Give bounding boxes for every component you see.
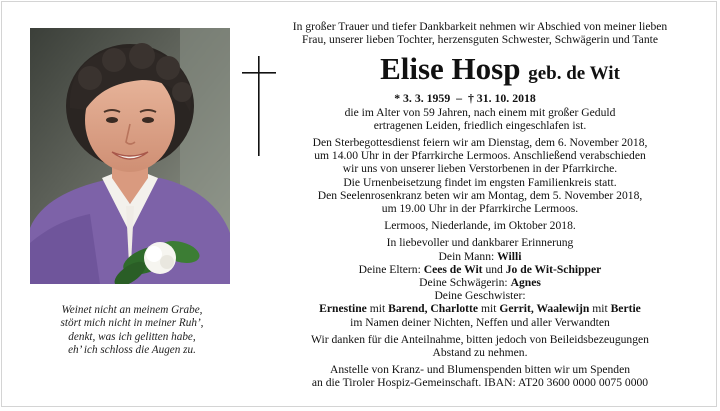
age-line: die im Alter von 59 Jahren, nach einem mit großer Geduld [344,105,616,119]
parent-name: Jo de Wit-Schipper [505,262,602,276]
sibling-with: mit [480,302,497,316]
parents-and: und [485,262,503,276]
siblings-label: Deine Geschwister: [434,289,526,303]
sibling-name: Ernestine [319,302,367,316]
intro-text [252,20,708,46]
death-date: † 31. 10. 2018 [467,91,536,106]
poem-line: denkt, was ich gelitten habe, [68,330,196,343]
life-dates [222,92,708,105]
donation-line: Anstelle von Kranz- und Blumenspenden bitten wir um Spenden [329,363,631,377]
service-line: um 14.00 Uhr in der Pfarrkirche Lermoos. Anschließend verabschieden [314,149,646,163]
age-line: ertragenen Leiden, friedlich eingeschlafen ist. [373,118,587,132]
sibling-name: Barend, Charlotte [388,302,479,316]
full-name: Elise Hosp [380,51,521,87]
poem-line: stört mich nicht in meiner Ruh’, [60,317,204,330]
parents-line [252,263,708,276]
parents-prefix: Deine Eltern: [358,262,421,276]
service-line: um 19.00 Uhr in der Pfarrkirche Lermoos. [381,202,579,216]
sibling-name: Gerrit, Waalewijn [499,302,590,316]
intro-line: Frau, unserer lieben Tochter, herzensguten Schwester, Schwägerin und Tante [302,33,658,47]
sibling-with: mit [369,302,386,316]
husband-name: Willi [497,249,522,263]
poem-line: Weinet nicht an meinem Grabe, [61,304,203,316]
sister-in-law-name: Agnes [510,276,541,290]
husband-prefix: Dein Mann: [438,249,495,263]
parent-name: Cees de Wit [423,262,483,276]
sister-in-law-line [252,276,708,289]
place-date: Lermoos, Niederlande, im Oktober 2018. [384,219,576,233]
sister-in-law-prefix: Deine Schwägerin: [419,276,508,290]
portrait-photo [30,28,230,284]
service-line: Den Seelenrosenkranz beten wir am Montag, dem 5. November 2018, [317,188,643,202]
sibling-name: Bertie [610,302,641,316]
thanks-line: Wir danken für die Anteilnahme, bitten jedoch von Beileidsbezeugungen [311,332,649,346]
notice-text [252,20,708,390]
siblings-line [252,302,708,315]
farewell-poem [20,304,244,358]
thanks-line: Abstand zu nehmen. [432,346,528,360]
memory-line: In liebevoller und dankbarer Erinnerung [386,236,574,250]
deceased-name [292,52,708,91]
maiden-name: geb. de Wit [528,63,620,85]
obituary-notice [1,1,717,407]
birth-date: * 3. 3. 1959 [394,91,451,106]
poem-line: eh’ ich schloss die Augen zu. [68,344,196,357]
sibling-with: mit [592,302,608,316]
intro-line: In großer Trauer und tiefer Dankbarkeit nehmen wir Abschied von meiner lieben [292,20,668,33]
service-line: wir uns von unserer lieben Verstorbenen in der Pfarrkirche. [342,162,618,176]
date-dash: – [456,91,463,106]
service-line: Die Urnenbeisetzung findet im engsten Familienkreis statt. [343,175,617,189]
service-line: Den Sterbegottesdienst feiern wir am Dienstag, dem 6. November 2018, [312,136,648,150]
husband-line [252,250,708,263]
relatives-line: im Namen deiner Nichten, Neffen und aller Verwandten [350,315,610,329]
donation-line: an die Tiroler Hospiz-Gemeinschaft. IBAN: AT20 3600 0000 0075 0000 [311,376,649,390]
